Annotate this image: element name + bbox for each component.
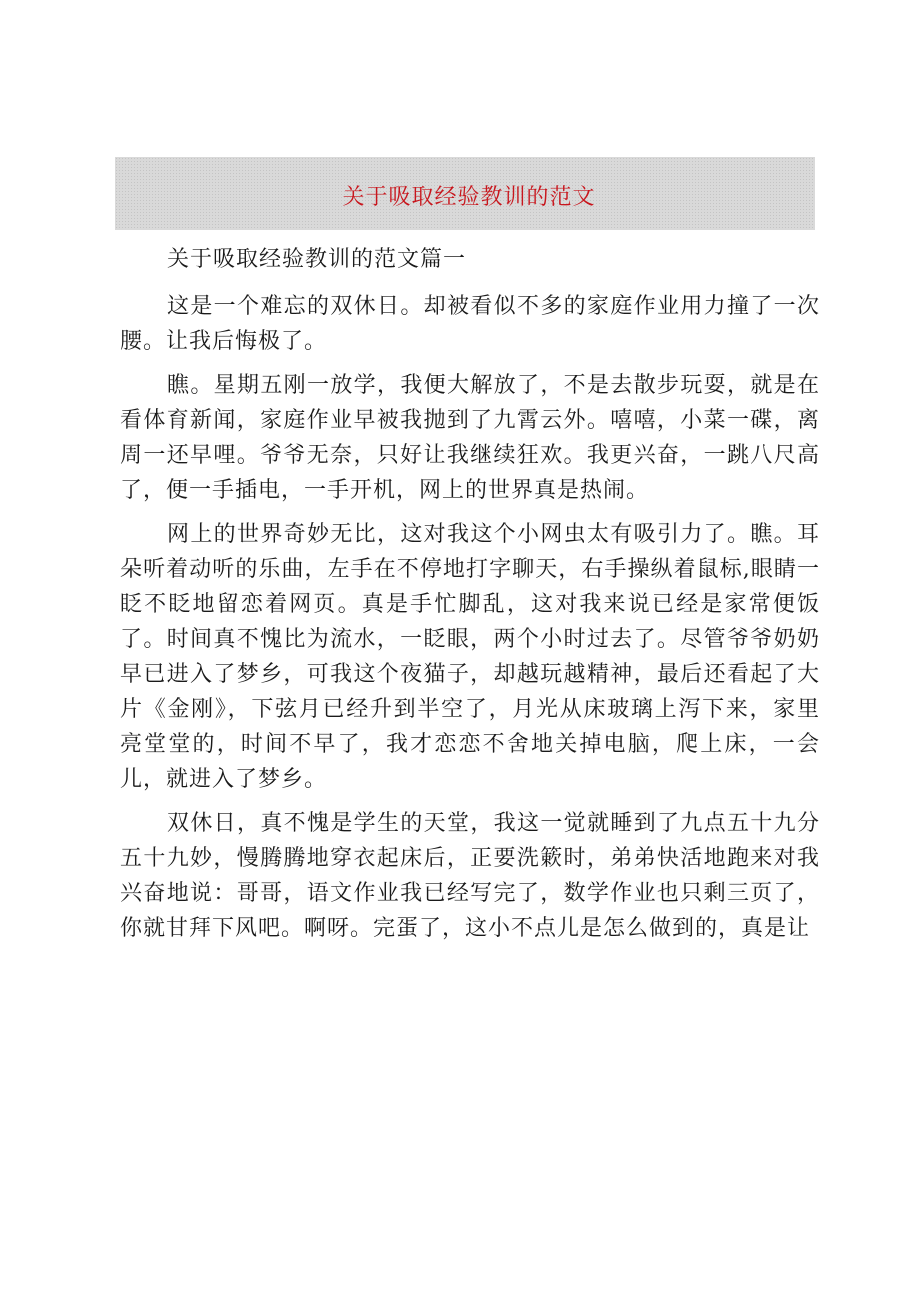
paragraph-4: 双休日，真不愧是学生的天堂，我这一觉就睡到了九点五十九分五十九妙，慢腾腾地穿衣起床后，正要洗簌时，弟弟快活地跑来对我兴奋地说：哥哥，语文作业我已经写完了，数学作业也只剩三页了，你就甘拜下风吧。啊呀。完蛋了，这小不点儿是怎么做到的，真是让	[120, 811, 820, 941]
document-body	[120, 242, 820, 955]
paragraph-3: 网上的世界奇妙无比，这对我这个小网虫太有吸引力了。瞧。耳朵听着动听的乐曲，左手在不停地打字聊天，右手操纵着鼠标,眼睛一眨不眨地留恋着网页。真是手忙脚乱，这对我来说已经是家常便饭了。时间真不愧比为流水，一眨眼，两个小时过去了。尽管爷爷奶奶早已进入了梦乡，可我这个夜猫子，却越玩越精神，最后还看起了大片《金刚》，下弦月已经升到半空了，月光从床玻璃上泻下来，家里亮堂堂的，时间不早了，我才恋恋不舍地关掉电脑，爬上床，一会儿，就进入了梦乡。	[120, 522, 820, 792]
title-banner	[115, 157, 815, 230]
section-heading: 关于吸取经验教训的范文篇一	[167, 247, 467, 272]
paragraph-1: 这是一个难忘的双休日。却被看似不多的家庭作业用力撞了一次腰。让我后悔极了。	[120, 294, 820, 354]
paragraph-2: 瞧。星期五刚一放学，我便大解放了，不是去散步玩耍，就是在看体育新闻，家庭作业早被我抛到了九霄云外。嘻嘻，小菜一碟，离周一还早哩。爷爷无奈，只好让我继续狂欢。我更兴奋，一跳八尺高了，便一手插电，一手开机，网上的世界真是热闹。	[120, 373, 820, 503]
document-title: 关于吸取经验教训的范文	[342, 185, 596, 210]
